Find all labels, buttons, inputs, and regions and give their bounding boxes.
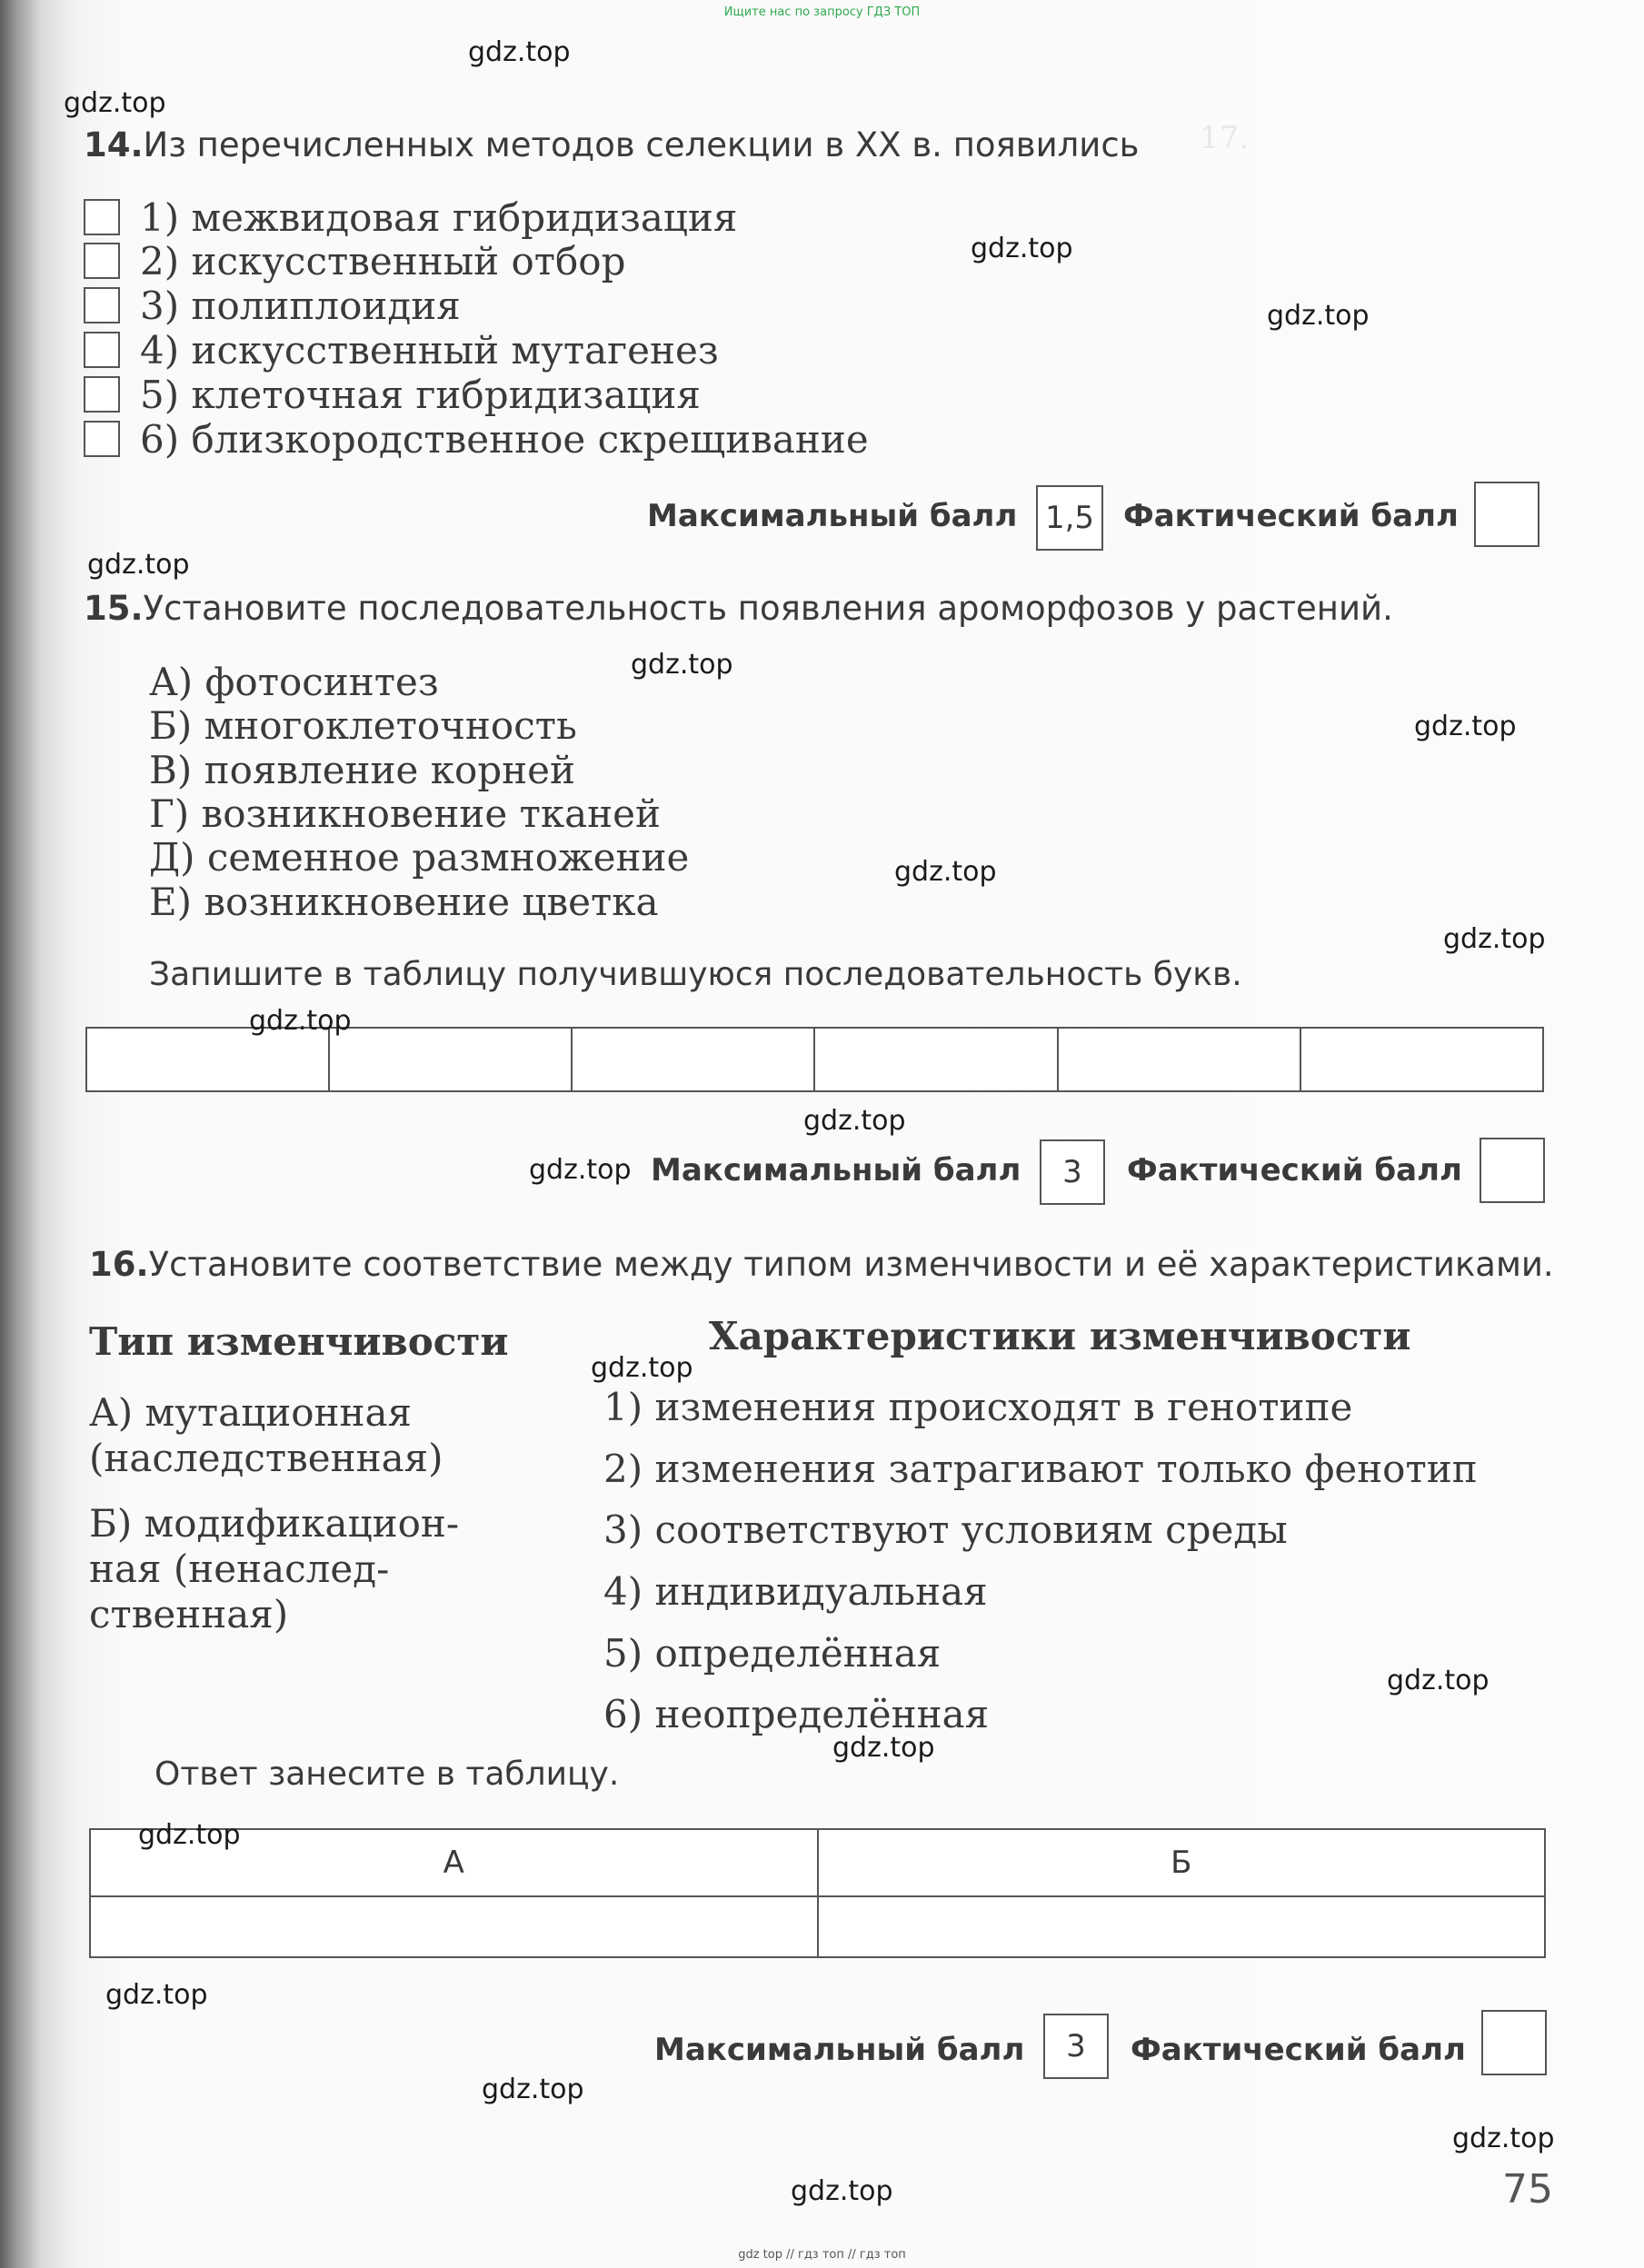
variability-type-header: Тип изменчивости <box>89 1319 509 1364</box>
watermark: gdz.top <box>832 1732 935 1764</box>
watermark: gdz.top <box>1452 2123 1555 2154</box>
watermark: gdz.top <box>529 1154 632 1186</box>
answer-instruction: Ответ занесите в таблицу. <box>154 1756 620 1793</box>
watermark: gdz.top <box>468 36 571 68</box>
characteristic-item: 5) определённая <box>603 1631 942 1676</box>
answer-checkbox[interactable] <box>84 421 120 457</box>
sequence-item: Е) возникновение цветка <box>149 880 659 924</box>
watermark: gdz.top <box>631 649 733 681</box>
answer-checkbox[interactable] <box>84 287 120 323</box>
answer-cell-a[interactable] <box>90 1896 818 1957</box>
answer-cell[interactable] <box>572 1028 814 1091</box>
actual-score-label: Фактический балл <box>1131 2032 1466 2068</box>
watermark: gdz.top <box>105 1979 208 2011</box>
option-text: 4) искусственный мутагенез <box>140 327 719 373</box>
option-row <box>84 418 869 460</box>
question-16-title <box>89 1245 1554 1284</box>
actual-score-box[interactable] <box>1480 1138 1545 1203</box>
watermark: gdz.top <box>803 1105 906 1137</box>
watermark: gdz.top <box>1443 923 1546 955</box>
column-header-a: А <box>90 1829 818 1896</box>
max-score-box: 1,5 <box>1036 485 1103 551</box>
question-text: Установите соответствие между типом изменчивости и её характеристиками. <box>148 1245 1554 1284</box>
question-text: Установите последовательность появления ароморфозов у растений. <box>143 589 1393 628</box>
variability-type-a: А) мутационная <box>89 1390 413 1435</box>
option-row <box>84 373 701 415</box>
watermark: gdz.top <box>591 1352 693 1384</box>
option-row <box>84 284 461 326</box>
sequence-item: Б) многоклеточность <box>149 703 577 748</box>
option-text: 5) клеточная гибридизация <box>140 372 701 417</box>
watermark: gdz.top <box>138 1819 241 1851</box>
answer-cell-b[interactable] <box>818 1896 1546 1957</box>
option-text: 1) межвидовая гибридизация <box>140 194 738 240</box>
sequence-instruction: Запишите в таблицу получившуюся последовательность букв. <box>149 956 1242 993</box>
characteristic-item: 6) неопределённая <box>603 1692 990 1736</box>
column-header-b: Б <box>818 1829 1546 1896</box>
sequence-item: Г) возникновение тканей <box>149 791 661 836</box>
variability-type-b: ственная) <box>89 1592 289 1636</box>
max-score-label: Максимальный балл <box>647 498 1018 534</box>
max-score-box: 3 <box>1040 1139 1105 1205</box>
footer-banner: gdz top // гдз топ // гдз топ <box>738 2248 906 2262</box>
characteristic-item: 2) изменения затрагивают только фенотип <box>603 1447 1478 1491</box>
watermark: gdz.top <box>1414 711 1517 742</box>
actual-score-label: Фактический балл <box>1123 498 1459 534</box>
answer-checkbox[interactable] <box>84 199 120 235</box>
watermark: gdz.top <box>1267 300 1370 332</box>
option-row <box>84 196 737 238</box>
answer-checkbox[interactable] <box>84 243 120 279</box>
question-15-title <box>84 589 1393 628</box>
bleed-through-text: 17. <box>1200 120 1250 156</box>
watermark: gdz.top <box>791 2175 893 2207</box>
characteristic-item: 3) соответствуют условиям среды <box>603 1507 1288 1552</box>
sequence-item: А) фотосинтез <box>149 660 439 704</box>
option-text: 3) полиплоидия <box>140 283 461 328</box>
watermark: gdz.top <box>971 233 1073 264</box>
answer-cell[interactable] <box>814 1028 1057 1091</box>
watermark: gdz.top <box>87 549 190 581</box>
variability-type-a: (наследственная) <box>89 1436 443 1480</box>
max-score-label: Максимальный балл <box>654 2032 1025 2068</box>
characteristics-header: Характеристики изменчивости <box>709 1314 1411 1358</box>
variability-type-b: Б) модификацион- <box>89 1501 460 1546</box>
max-score-label: Максимальный балл <box>651 1152 1021 1189</box>
question-number: 16. <box>89 1245 149 1284</box>
answer-cell[interactable] <box>86 1028 329 1091</box>
watermark: gdz.top <box>64 87 166 119</box>
watermark: gdz.top <box>1387 1665 1490 1696</box>
watermark: gdz.top <box>894 856 997 888</box>
characteristic-item: 4) индивидуальная <box>603 1569 988 1614</box>
watermark: gdz.top <box>249 1005 352 1037</box>
answer-cell[interactable] <box>329 1028 572 1091</box>
question-14-title <box>84 125 1139 164</box>
option-row <box>84 240 625 282</box>
characteristic-item: 1) изменения происходят в генотипе <box>603 1385 1353 1429</box>
top-banner: Ищите нас по запросу ГДЗ ТОП <box>723 5 921 19</box>
watermark: gdz.top <box>482 2074 584 2105</box>
actual-score-label: Фактический балл <box>1127 1152 1462 1189</box>
answer-cell[interactable] <box>1300 1028 1543 1091</box>
sequence-item: Д) семенное размножение <box>149 835 690 880</box>
max-score-box: 3 <box>1043 2014 1109 2079</box>
sequence-item: В) появление корней <box>149 748 576 792</box>
question-text: Из перечисленных методов селекции в XX в. появились <box>143 125 1140 164</box>
option-text: 6) близкородственное скрещивание <box>140 416 869 462</box>
page-number: 75 <box>1502 2166 1553 2213</box>
actual-score-box[interactable] <box>1474 482 1539 547</box>
option-text: 2) искусственный отбор <box>140 238 626 284</box>
variability-type-b: ная (ненаслед- <box>89 1547 390 1591</box>
answer-checkbox[interactable] <box>84 376 120 413</box>
matching-answer-table <box>89 1828 1546 1958</box>
option-row <box>84 329 719 371</box>
question-number: 15. <box>84 589 144 628</box>
actual-score-box[interactable] <box>1481 2010 1547 2075</box>
answer-cell[interactable] <box>1058 1028 1300 1091</box>
question-number: 14. <box>84 125 144 164</box>
answer-checkbox[interactable] <box>84 332 120 368</box>
